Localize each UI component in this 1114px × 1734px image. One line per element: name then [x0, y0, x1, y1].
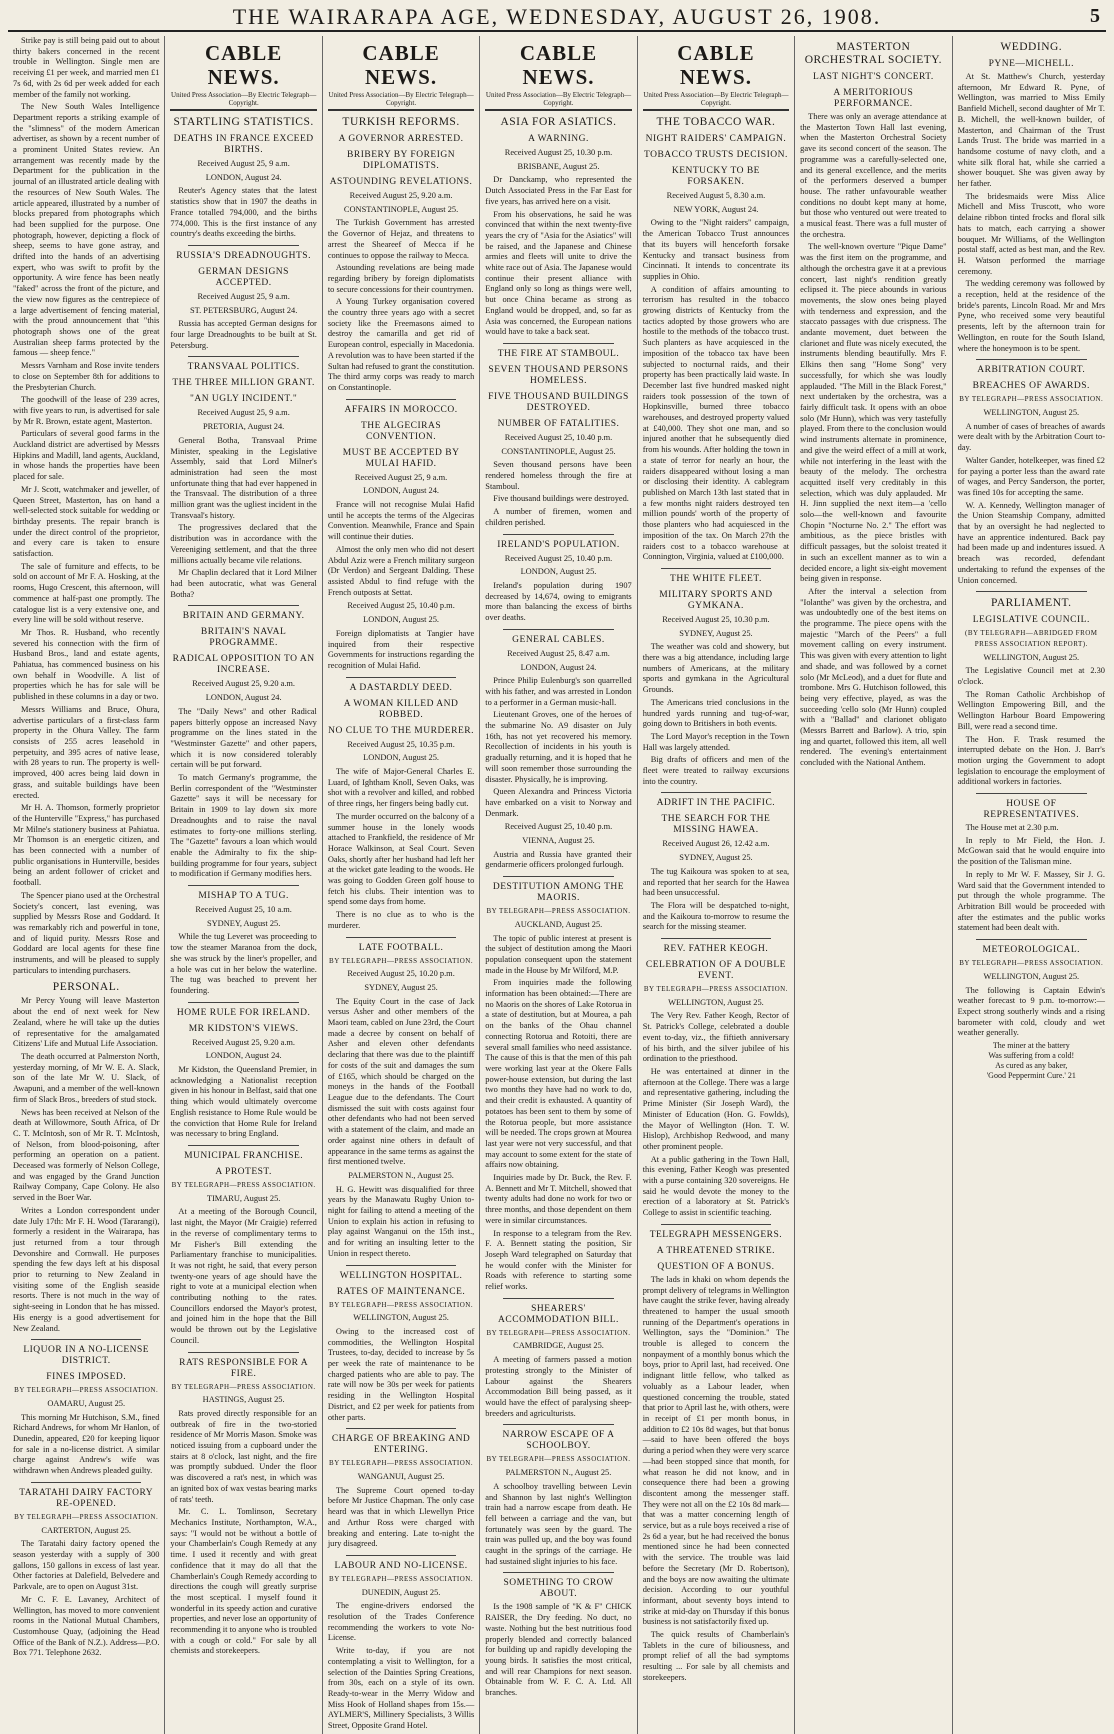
divider [188, 1352, 298, 1353]
divider [188, 356, 298, 357]
paragraph: A Young Turkey organisation covered the country three years ago with a secret society like the Freemasons aimed to destroy the camarilla and get rid of European control, especially in Macedonia. A revolution was to have been started if the Sultan had refused to grant the constitution. The third army corps was ready to march on Constantinople. [327, 297, 475, 392]
section-title-cable-news: CABLE NEWS. [677, 41, 755, 89]
subheadline: CELEBRATION OF A DOUBLE EVENT. [645, 960, 786, 982]
divider [170, 109, 316, 111]
paragraph: Five thousand buildings were destroyed. [493, 494, 629, 504]
section-subtitle: United Press Association—By Electric Telegraph—Copyright. [328, 91, 474, 107]
divider [643, 109, 789, 111]
headline: THE WHITE FLEET. [670, 573, 762, 584]
paragraph: Owing to the "Night raiders" campaign, the American Tobacco Trust announces that its buyers will henceforth forsake Kentucky and transact business from Cincinnati. It intends to concentrate its supplies in Ohio. [642, 218, 790, 281]
paragraph: Big drafts of officers and men of the fleet were treated to railway excursions into the country. [642, 755, 790, 786]
divider [346, 937, 456, 938]
divider [503, 343, 613, 344]
column-5 [638, 36, 795, 1734]
headline: PARLIAMENT. [990, 597, 1072, 610]
section-subtitle: United Press Association—By Electric Telegraph—Copyright. [485, 91, 632, 107]
subheadline: SEVEN THOUSAND PERSONS HOMELESS. [488, 364, 629, 386]
paragraph: Prince Philip Eulenburg's son quarrelled with his father, and was arrested in London to a performer in a German music-hall. [485, 676, 632, 707]
dateline: NEW YORK, August 24. [673, 204, 759, 214]
divider [661, 568, 771, 569]
paragraph: He was entertained at dinner in the afternoon at the College. There was a large and representative gathering, including the Prime Minister (Sir Joseph Ward), the Minister of Education (Hon. G. Fowlds), the Mayor of Wellington (Hon. T. W. Hislop), Archbishop Redwood, and many other prominent people. [642, 1067, 790, 1151]
masthead [8, 4, 1106, 32]
paragraph: Strike pay is still being paid out to about thirty bakers concerned in the recent trouble in Wellington. Single men are receiving £1 per week, and married men £1 7s 6d, with 2s 6d per week added for each member of the family not working. [13, 36, 160, 99]
headline: WELLINGTON HOSPITAL. [339, 1270, 463, 1281]
subheadline: GERMAN DESIGNS ACCEPTED. [198, 266, 289, 288]
paragraph: Astounding revelations are being made regarding bribery by foreign diplomatists to secure concessions for their countrymen. [327, 263, 475, 294]
divider [976, 591, 1087, 592]
advertisement: The quick results of Chamberlain's Tablets in the cure of biliousness, and prompt relief of all the bad symptoms resulting ... For sale by all chemists and storekeepers. [642, 1630, 790, 1682]
paragraph: There is no clue as to who is the murderer. [327, 910, 475, 930]
divider [188, 245, 298, 246]
subheadline: A MERITORIOUS PERFORMANCE. [833, 88, 914, 109]
subheadline: NO CLUE TO THE MURDERER. [328, 725, 474, 736]
received-line: Received August 5, 8.30 a.m. [666, 191, 766, 200]
headline: CHARGE OF BREAKING AND ENTERING. [331, 1434, 471, 1456]
paragraph: The bridesmaids were Miss Alice Michell and Miss Truscott, who wore delaine ribbon tinted frocks and floral silk hats to match, each carrying a shower bouquet. Mr Williams, of the Wellington postal staff, acted as best man, and the Rev. H. Watson performed the marriage ceremony. [957, 191, 1105, 276]
paragraph: At St. Matthew's Church, yesterday afternoon, Mr Edward R. Pyne, of Wellington, was married to Miss Emily Banfield Michell, second daughter of Mr T. B. Michell, the well-known builder, of Masterton, and Chairman of the Trust Lands Trust. The bride was married in a handsome costume of navy cloth, and a white silk floral hat, while she carried a shower bouquet. She was given away by her father. [957, 72, 1105, 189]
headline: MUNICIPAL FRANCHISE. [184, 1151, 304, 1161]
dateline: WELLINGTON, August 25. [983, 652, 1080, 662]
paragraph: The goodwill of the lease of 239 acres, with five years to run, is advertised for sale by Mr R. Brown, estate agent, Masterton. [13, 395, 160, 426]
subheadline: ASTOUNDING REVELATIONS. [329, 177, 473, 187]
divider [346, 1265, 456, 1266]
dateline: SYDNEY, August 25. [364, 982, 438, 992]
dateline: LONDON, August 24. [520, 662, 597, 672]
paragraph: To match Germany's programme, the Berlin correspondent of the "Westminster Gazette" says it will be necessary for Britain in 1909 to lay down six more Dreadnoughts and to raise the naval estimates to forty-one millions sterling. The "Gazette" favours a loan which would enable the Admiralty to fix the ship-building programme for four years, subject to modification if Germany modifies hers. [170, 773, 317, 879]
headline: BRITAIN AND GERMANY. [182, 611, 305, 622]
paragraph: General Botha, Transvaal Prime Minister, speaking in the Legislative Assembly, said that Lord Milner's administration had seen the most unfortunate thing that had ever happened in the Transvaal. The distribution of a three million grant was the ugliest incident in the Transvaal's history. [170, 435, 317, 520]
paragraph: This morning Mr Hutchison, S.M., fined Richard Andrews, for whom Mr Hanlon, of Dunedin, appeared, £20 for keeping liquor for sale in a no-license district. A similar charge against Andrew's wife was withdrawn when Andrews pleaded guilty. [13, 1412, 160, 1476]
dateline: LONDON, August 25. [363, 615, 439, 625]
dateline: LONDON, August 24. [363, 486, 439, 496]
received-line: Received August 25, 9.20 a.m. [192, 1037, 296, 1047]
paragraph: Messrs Varnham and Rose invite tenders to close on September 8th for additions to the Presbyterian Church. [13, 361, 160, 392]
paragraph: Mr H. A. Thomson, formerly proprietor of the Hunterville "Express," has purchased Mr Milne's stationery business at Pahiatua. Mr Thomson is an energetic citizen, and has been connected with a number of public organisations in Hunterville, besides being an ardent follower of cricket and football. [13, 803, 160, 888]
paragraph: The Americans tried conclusions in the hundred yards running and tug-of-war, going down to Britishers in both events. [642, 697, 790, 729]
dateline: HASTINGS, August 25. [202, 1395, 285, 1405]
subheadline: NIGHT RAIDERS' CAMPAIGN. [645, 134, 787, 144]
subheadline: A WARNING. [528, 134, 589, 144]
paragraph: Mr Chaplin declared that it Lord Milner had been autocratic, what was General Botha? [170, 568, 317, 599]
paragraph: Mr Kidston, the Queensland Premier, in acknowledging a Nationalist reception given in his honour in Belfast, said that one thing which would ultimately overcome English resistance to Home Rule would be the conviction that Home Rule for Ireland was necessary to bring England. [170, 1065, 317, 1139]
dateline: TIMARU, August 25. [206, 1193, 281, 1203]
byline: BY TELEGRAPH—PRESS ASSOCIATION. [486, 1455, 631, 1464]
paragraph: A number of cases of breaches of awards were dealt with by the Arbitration Court to-day. [957, 421, 1105, 453]
subheadline: A THREATENED STRIKE. [656, 1245, 776, 1256]
dateline: WELLINGTON, August 25. [668, 997, 764, 1007]
dateline: WANGANUI, August 25. [357, 1471, 445, 1481]
paragraph: Inquiries made by Dr. Buck, the Rev. F. A. Bennett and Mr T. Mitchell, showed that twenty adults had done no work for two or three months, and those dependent on them were in similar circumstances. [485, 1173, 632, 1225]
received-line: Received August 25, 10.40 p.m. [504, 822, 613, 832]
headline: MISHAP TO A TUG. [198, 891, 289, 902]
subheadline: QUESTION OF A BONUS. [657, 1261, 775, 1272]
paragraph: While the tug Leveret was proceeding to tow the steamer Maranoa from the dock, she was struck by the liner's propeller, and a hole was cut in her below the waterline. The tug was beached to prevent her foundering. [170, 932, 317, 995]
byline: BY TELEGRAPH—PRESS ASSOCIATION. [329, 1459, 474, 1468]
subheadline: "AN UGLY INCIDENT." [189, 394, 298, 405]
subheadline: MUST BE ACCEPTED BY MULAI HAFID. [342, 447, 460, 469]
received-line: Received August 25, 9 a.m. [354, 472, 448, 482]
paragraph: News has been received at Nelson of the death at Willowmore, South Africa, of Dr C. T. McIntosh, son of Mr R. T. McIntosh, of Nelson, from blood-poisoning, after performing an operation on a patient. Deceased was formerly of Nelson College, and was engaged by the Grand Junction Railway Company, Cape Colony. He also served in the Boer War. [13, 1107, 160, 1203]
paragraph: The Supreme Court opened to-day before Mr Justice Chapman. The only case heard was that in which Llewellyn Price and Arthur Ross were charged with breaking and entering. Late to-night the jury disagreed. [327, 1485, 475, 1549]
paragraph: At a meeting of the Borough Council, last night, the Mayor (Mr Craigie) referred in the reverse of complimentary terms to Mr Fisher's Bill extending the Parliamentary franchise to municipalities. It was not right, he said, that every person twenty-one years of age should have the right to vote at a municipal election when contributing nothing to the rates. Councillors endorsed the Mayor's protest, and joined him in the hope that the Bill would be thrown out by the Legislative Council. [170, 1207, 317, 1345]
divider [503, 1572, 613, 1573]
dateline: PALMERSTON N., August 25. [348, 1170, 454, 1180]
paragraph: H. G. Hewitt was disqualified for three years by the Manawatu Rugby Union to-night for failing to attend a meeting of the Union to explain his action in refusing to play against Wanganui on the 15th inst., and for writing an insulting letter to the Union in respect thereto. [327, 1184, 475, 1258]
column-2 [165, 36, 322, 1734]
headline: AFFAIRS IN MOROCCO. [344, 404, 458, 415]
subheadline: A WOMAN KILLED AND ROBBED. [343, 698, 459, 720]
subheadline: FIVE THOUSAND BUILDINGS DESTROYED. [488, 391, 629, 413]
dateline: ST. PETERSBURG, August 24. [189, 305, 298, 315]
divider [188, 605, 298, 606]
subheadline: DEATHS IN FRANCE EXCEED BIRTHS. [173, 134, 314, 155]
paragraph: Messrs Williams and Bruce, Ohura, advertise particulars of a first-class farm property in the Ohura Valley. The farm consists of 255 acres leasehold in perpetuity, and 395 acres of native lease, with 28 years to run. The property is well-improved, 400 acres being laid down in grass, and suitable buildings have been erected. [13, 704, 160, 800]
newspaper-title: THE WAIRARAPA AGE, WEDNESDAY, AUGUST 26, 1908. [232, 4, 882, 29]
subheadline: TOBACCO TRUSTS DECISION. [643, 150, 788, 160]
verse-line: As cured as any baker, [995, 1061, 1068, 1071]
headline: LABOUR AND NO-LICENSE. [334, 1560, 468, 1571]
newspaper-columns [8, 36, 1110, 1731]
divider [31, 1482, 141, 1483]
byline: BY TELEGRAPH—PRESS ASSOCIATION. [643, 985, 788, 994]
verse-line: The miner at the battery [992, 1041, 1070, 1051]
paragraph: At a public gathering in the Town Hall, this evening, Father Keogh was presented with a purse containing 320 sovereigns. He said he would devote the money to the erection of a laboratory at St. Patrick's College to assist in scientific teaching. [642, 1154, 790, 1218]
received-line: Received August 25, 10.30 p.m. [504, 148, 613, 157]
dateline: SYDNEY, August 25. [206, 918, 281, 928]
headline: ASIA FOR ASIATICS. [500, 116, 617, 128]
column-1 [8, 36, 165, 1734]
paragraph: The House met at 2.30 p.m. [965, 823, 1059, 833]
byline: BY TELEGRAPH—PRESS ASSOCIATION. [171, 1181, 316, 1189]
paragraph: The Equity Court in the case of Jack versus Asher and other members of the Maori team, cabled on June 23rd, the Court made a decree by consent on behalf of Asher and eleven other defendants declaring that there was due to the plaintiff for costs of the suit and damages the sum of £165, which should be charged on the moneys in the hands of the Football League due to the defendants. The Court dismissed the suit with costs against four other defendants who had not been served with a statement of the claim, and made an order against nine others in default of appearance in the same terms as against the first mentioned twelve. [327, 996, 475, 1167]
paragraph: Writes a London correspondent under date July 17th: Mr F. H. Wood (Tararangi), formerly a resident in the Wairarapa, has just returned from a tour through Devonshire and Cornwall. He purposes spending the few days left at his disposal prior to returning to New Zealand in visiting some of the English seaside resorts. There is not much in the way of sight-seeing in London that he has missed. His energy is a good advertisement for New Zealand. [13, 1205, 160, 1333]
divider [661, 938, 771, 939]
subheadline: THE THREE MILLION GRANT. [172, 378, 315, 389]
byline: BY TELEGRAPH—PRESS ASSOCIATION. [171, 1382, 316, 1391]
dateline: AUCKLAND, August 25. [514, 919, 603, 929]
subheadline: KENTUCKY TO BE FORSAKEN. [671, 166, 760, 187]
dateline: DUNEDIN, August 25. [361, 1587, 441, 1597]
paragraph: The death occurred at Palmerston North, yesterday morning, of Mr W. E. A. Slack, son of the late Mr W. U. Slack, of Awapuni, and a member of the well-known firm of Slack Bros., breeders of stud stock. [13, 1051, 160, 1104]
divider [188, 1002, 298, 1003]
divider [503, 876, 613, 877]
paragraph: The sale of furniture and effects, to be sold on account of Mr F. A. Hosking, at the rooms, Hugo Crescent, this afternoon, will commence at half-past one promptly. The catalogue list is a very extensive one, and every line will be sold without reserve. [13, 561, 160, 625]
headline-dairy: TARATAHI DAIRY FACTORY RE-OPENED. [19, 1487, 154, 1509]
paragraph: The Lord Mayor's reception in the Town Hall was largely attended. [642, 731, 790, 752]
paragraph: The engine-drivers endorsed the resolution of the Trades Conference recommending the workers to vote No-License. [327, 1601, 475, 1643]
received-line: Received August 25, 9 a.m. [197, 291, 290, 301]
paragraph: Seven thousand persons have been rendered homeless through the fire at Stamboul. [485, 460, 632, 491]
paragraph: Russia has accepted German designs for four large Dreadnoughts to be built at St. Petersburg. [170, 319, 317, 350]
paragraph: The weather was cold and showery, but there was a big attendance, including large numbers of Americans, at the military sports and gymkana in the Agricultural Grounds. [642, 642, 790, 695]
headline: HOME RULE FOR IRELAND. [176, 1007, 311, 1018]
received-line: Received August 25, 10.30 p.m. [662, 614, 770, 624]
dateline: WELLINGTON, August 25. [983, 971, 1080, 981]
paragraph: A condition of affairs amounting to terrorism has resulted in the tobacco growing districts of Kentucky from the tactics adopted by those growers who are hostile to the methods of the tobacco trust. Such planters as have acquiesced in the imposition of the tobacco tax have been subjected to nocturnal raids, and their property has been practically laid waste. In December last five hundred masked night raiders took possession of the town of Hopkinsville, burned three tobacco warehouses, and destroyed property valued at £40,000. They shot one man, and so injured another that he subsequently died from his wounds. After holding the town in a state of terror for nearly an hour, the raiders disappeared without losing a man or disclosing their identity. A cablegram published on March 13th last stated that in a few months night raiders destroyed ten million pounds' worth of the property of those planters who had acquiesced in the imposition of the tax. On March 27th the raiders cost to a tobacco warehouse at Connington, Virginia, valued at £100,000. [642, 284, 790, 562]
dateline: WELLINGTON, August 25. [983, 407, 1080, 417]
subheadline: NUMBER OF FATALITIES. [497, 418, 620, 429]
paragraph: The progressives declared that the distribution was in accordance with the Vereeniging settlement, and that the three millions actually became vile relations. [170, 523, 317, 565]
dateline: SYDNEY, August 25. [679, 853, 753, 863]
subheadline: THE SEARCH FOR THE MISSING HAWEA. [661, 814, 771, 836]
paragraph: The following is Captain Edwin's weather forecast to 9 p.m. to-morrow:—Expect strong southerly winds and a rising barometer with cold, cloudy and wet weather generally. [957, 985, 1105, 1038]
dateline: LONDON, August 24. [205, 1051, 282, 1061]
paragraph: The wedding ceremony was followed by a reception, held at the residence of the bride's parents, Lincoln Road. Mr and Mrs Pyne, who received some very beautiful presents, left by the afternoon train for Wellington, en route for the South Island, where the honeymoon is to be spent. [957, 279, 1105, 353]
received-line: Received August 25, 10.40 p.m. [504, 432, 613, 442]
subheadline: LAST NIGHT'S CONCERT. [812, 72, 934, 82]
received-line: Received August 25, 9 a.m. [197, 159, 290, 168]
paragraph: Mr J. Scott, watchmaker and jeweller, of Queen Street, Masterton, has on hand a well-selected stock suitable for wedding or birthday presents. The repair branch is under the direct control of the proprietor, and every care is taken to ensure satisfaction. [13, 484, 160, 559]
subheadline: BRITAIN'S NAVAL PROGRAMME. [200, 627, 287, 649]
dateline: PRETORIA, August 24. [202, 422, 285, 432]
paragraph: After the interval a selection from "Iolanthe" was given by the orchestra, and was undoubtedly one of the best items on the programme. The piece opens with the majestic "March of the Peers" a full movement calling on every instrument. This was given with every attention to light and shade, and was followed by a cornet solo (Mr McLeod), and a duet for flute and trombone. Mrs G. Hutchison followed, this being very effective, played, as was the succeeding 'cello solo (Mr Hunn) coupled with a "Ballad" and clarionet obligato (Messrs Barrett and Barlow). A trio, spin ing and quartet, followed this item, all well rendered. The evening's entertainment concluded with the National Anthem. [800, 586, 947, 768]
byline: BY TELEGRAPH—PRESS ASSOCIATION. [959, 959, 1104, 968]
subheadline: RADICAL OPPOSITION TO AN INCREASE. [172, 654, 315, 676]
paragraph: Owing to the increased cost of commodities, the Wellington Hospital Trustees, to-day, decided to increase by 5s per week the rate of maintenance to be charged patients who are able to pay. The rate will now be 30s per week for patients residing in the Wellington Hospital District, and £2 per week for patients from other parts. [327, 1326, 475, 1422]
paragraph: A schoolboy travelling between Levin and Shannon by last night's Wellington train had a narrow escape from death. He fell between a carriage and the van, but fortunately was seen by the guard. The train was pulled up, and the boy was found caught in the springs of the carriage. He had sustained slight injuries to his face. [485, 1481, 632, 1566]
dateline: LONDON, August 24. [205, 172, 282, 182]
column-6 [795, 36, 952, 1734]
paragraph: The murder occurred on the balcony of a summer house in the lonely woods attached to Frankfield, the residence of Mr Horace Walkinson, at Seal Court. Seven Oaks, shortly after her husband had left her at the wicket gate leading to the woods. He was going to Godden Green golf house to fetch his clubs. Their intention was to spend some days from home. [327, 811, 475, 907]
byline: (BY TELEGRAPH—ABRIDGED FROM PRESS ASSOCIATION REPORT). [965, 629, 1098, 648]
byline: BY TELEGRAPH—PRESS ASSOCIATION. [329, 956, 474, 965]
received-line: Received August 25, 8.47 a.m. [507, 648, 610, 658]
divider [346, 677, 456, 678]
divider [661, 792, 771, 793]
divider [976, 359, 1087, 360]
dateline: CAMBRIDGE, August 25. [513, 1341, 604, 1351]
byline: BY TELEGRAPH—PRESS ASSOCIATION. [329, 1300, 474, 1309]
advertisement: Mr C. F. E. Lavaney, Architect of Wellington, has moved to more convenient rooms in the National Mutual Chambers, Customhouse Quay, (adjoining the Head Office of the Bank of N.Z.). Address—P.O. Box 771. Telephone 2632. [13, 1594, 160, 1658]
divider [661, 1224, 771, 1225]
received-line: Received August 25, 9.20 a.m. [192, 679, 296, 689]
headline: REV. FATHER KEOGH. [663, 944, 769, 955]
verse-line: 'Good Peppermint Cure.' 21 [986, 1071, 1076, 1081]
divider [503, 1424, 613, 1425]
headline: SOMETHING TO CROW ABOUT. [503, 1578, 614, 1600]
byline: BY TELEGRAPH—PRESS ASSOCIATION. [329, 1574, 474, 1583]
verse-line: Was suffering from a cold! [988, 1051, 1075, 1061]
dateline: WELLINGTON, August 25. [353, 1313, 449, 1323]
received-line: Received August 25, 10.20 p.m. [347, 969, 455, 979]
byline: BY TELEGRAPH—PRESS ASSOCIATION. [14, 1386, 159, 1395]
column-3 [323, 36, 480, 1734]
paragraph: Queen Alexandra and Princess Victoria have embarked on a visit to Norway and Denmark. [485, 787, 632, 818]
subheadline: A GOVERNOR ARRESTED. [338, 134, 464, 144]
divider [485, 109, 631, 111]
dateline: LONDON, August 24. [205, 693, 282, 703]
headline: THE FIRE AT STAMBOUL. [497, 348, 620, 359]
byline: BY TELEGRAPH—PRESS ASSOCIATION. [959, 395, 1104, 404]
paragraph: Dr Danckamp, who represented the Dutch Associated Press in the Far East for five years, has arrived here on a visit. [485, 175, 632, 206]
advertisement: Mr. C. L. Tomlinson, Secretary Mechanics Institute, Northampton, W.A., says: "I would not be without a bottle of your Chamberlain's Cough Remedy at any time. I used it recently and with great confidence that it may do all that the Chamberlain's Cough Remedy according to directions the cough will greatly surprise the most sceptical. I myself found it wonderful in its speedy action and curative properties, and never lose an opportunity of recommending it to anyone who is troubled with a cough or cold." For sale by all chemists and storekeepers. [170, 1507, 317, 1656]
divider [976, 939, 1087, 940]
paragraph: The lads in khaki on whom depends the prompt delivery of telegrams in Wellington have caught the strike fever, having already threatened to hamper the usual smooth running of the Department's operations in Wellington, says the "Dominion." The trouble is alleged to concern the nonpayment of a monthly bonus which the boys, prior to April last, had received. One indignant little fellow, who talked as voluably as a Labour leader, when questioned concerning the trouble, stated that prior to April last he, with others, were in receipt of £1 per month bonus, in addition to £2 10s 8d wages, but that bonus—said to have been offered the boys during a period when they were very scarce—had been stopped since that month, for what reason he did not know, and in consequence there had been a growing discontent among the messenger staff. They were not all on the £2 10s 8d mark—that was a matter concerning length of service, but as a rule boys received a rise of 2s 6d a year, but he had received the bonus mentioned since he had been connected with the service. The trouble was laid before the Secretary (Mr D. Robertson), and the boys are now awaiting the ultimate decision. According to our youthful informant, about seventy boys intend to strike at mid-day on Thursday if this bonus business is not satisfactorily fixed up. [642, 1274, 790, 1627]
headline: HOUSE OF REPRESENTATIVES. [983, 799, 1080, 821]
paragraph: Particulars of several good farms in the Auckland district are advertised by Messrs Hipkins and Madill, land agents, Auckland, in whose hands the properties have been placed for sale. [13, 429, 160, 482]
received-line: Received August 25, 10.40 p.m. [347, 601, 455, 611]
subheadline: A PROTEST. [215, 1167, 272, 1177]
dateline: BRISBANE, August 25. [517, 161, 600, 171]
divider [346, 1428, 456, 1429]
headline: ARBITRATION COURT. [977, 365, 1086, 376]
section-subtitle: United Press Association—By Electric Telegraph—Copyright. [643, 91, 789, 107]
divider [503, 534, 613, 535]
paragraph: Reuter's Agency states that the latest statistics show that in 1907 the deaths in France totalled 794,000, and the births 774,000. This is the first instance of any country's deaths exceeding the births. [170, 186, 317, 239]
headline: STARTLING STATISTICS. [173, 116, 314, 128]
subheadline: MR KIDSTON'S VIEWS. [188, 1023, 299, 1034]
dateline: SYDNEY, August 25. [679, 628, 753, 638]
subheadline: MILITARY SPORTS AND GYMKANA. [659, 589, 773, 611]
subheadline: BRIBERY BY FOREIGN DIPLOMATISTS. [347, 150, 456, 171]
headline: WEDDING. [1000, 41, 1063, 53]
paragraph: The Very Rev. Father Keogh, Rector of St. Patrick's College, celebrated a double event to-day, viz., the fiftieth anniversary of his birth, and the silver jubilee of his ordination to the priesthood. [642, 1011, 790, 1064]
subheadline: FINES IMPOSED. [46, 1372, 127, 1383]
subheadline: PYNE—MICHELL. [988, 59, 1074, 69]
divider [31, 1339, 141, 1340]
divider [188, 1145, 298, 1146]
subheadline: LEGISLATIVE COUNCIL. [972, 615, 1090, 626]
paragraph: Mr Thos. R. Husband, who recently severed his connection with the firm of Husband Bros., land and estate agents, Pahiatua, has commenced business on his own behalf in Woodville. A list of properties which he has for sale will be published in these columns in a day or two. [13, 627, 160, 702]
section-title-cable-news: CABLE NEWS. [519, 41, 598, 89]
dateline: LONDON, August 25. [363, 753, 439, 763]
paragraph: A meeting of farmers passed a motion protesting strongly to the Minister of Labour against the Shearers Accommodation Bill being passed, as it would have the effect of paralysing sheep-breeders and agriculturists. [485, 1355, 632, 1418]
byline: BY TELEGRAPH—PRESS ASSOCIATION. [486, 1328, 631, 1337]
dateline: LONDON, August 25. [520, 567, 597, 577]
paragraph: The Roman Catholic Archbishop of Wellington Empowering Bill, and the Wellington Harbour Board Empowering Bill, were read a second time. [957, 689, 1105, 731]
advertisement: Write to-day, if you are not contemplating a visit to Wellington, for a selection of the Dainties Spring Creations, from 30s, each on a style of its own. Ready-to-wear in the Merry Widow and Miss Hook of Holland shapes from 15s.—AYLMER'S, Millinery Specialists, 3 Willis Street, Opposite Grand Hotel. [327, 1646, 475, 1731]
headline: MASTERTON ORCHESTRAL SOCIETY. [804, 41, 942, 66]
received-line: Received August 26, 12.42 a.m. [662, 839, 770, 849]
headline: GENERAL CABLES. [512, 634, 605, 645]
paragraph: Austria and Russia have granted their gendarmerie officers prolonged furlough. [485, 849, 632, 870]
subheadline: THE ALGECIRAS CONVENTION. [361, 420, 442, 442]
divider [328, 109, 474, 111]
dateline: PALMERSTON N., August 25. [505, 1468, 612, 1478]
dateline: CARTERTON, August 25. [41, 1525, 131, 1535]
column-4 [480, 36, 637, 1734]
paragraph: The Legislative Council met at 2.30 o'clock. [957, 666, 1105, 687]
paragraph: The tug Kaikoura was spoken to at sea, and reported that her search for the Hawea had been unsuccessful. [642, 866, 790, 898]
section-title-cable-news: CABLE NEWS. [362, 41, 440, 89]
dateline: OAMARU, August 25. [47, 1398, 126, 1408]
headline: DESTITUTION AMONG THE MAORIS. [492, 882, 625, 904]
byline: BY TELEGRAPH—PRESS ASSOCIATION. [486, 907, 631, 916]
paragraph: The topic of public interest at present is the subject of destitution among the Maori population consequent upon the statement made in the House by Mr Wilford, M.P. [485, 933, 632, 975]
paragraph: The wife of Major-General Charles E. Luard, of Ightham Knoll, Seven Oaks, was shot with a revolver and killed, and robbed of three rings, her fingers being badly cut. [327, 767, 475, 809]
paragraph: Almost the only men who did not desert Abdul Aziz were a French military surgeon (Dr Verdon) and Sergeant Dalding. These assisted Abdul to find refuge with the French outposts at Settat. [327, 544, 475, 597]
headline: THE TOBACCO WAR. [656, 116, 776, 128]
paragraph: The New South Wales Intelligence Department reports a striking example of the "slimness" of the modern American advertiser, as shown by a recent number of a prominent United States review. An arrangement was recently made by the Department for the publication in the journal of an illustrated article dealing with the resources of New South Wales. The article appeared, illustrated by a number of blocks prepared from photographs which had been supplied for the purpose. One photograph, however, depicting a flock of sheep, seems to have gone astray, and drifted into the hands of an advertising expert, who was swift to profit by the opportunity. A wire fence has been neatly "faked" across the front of the picture, and the view now figures as the centrepiece of a large advertisement of fencing material, with the proud announcement that "this photograph shows one of the great Australian sheep farms protected by the famous — sheep fence." [13, 102, 160, 358]
divider [346, 399, 456, 400]
headline: RATS RESPONSIBLE FOR A FIRE. [179, 1357, 309, 1379]
dateline: CONSTANTINOPLE, August 25. [343, 204, 459, 214]
paragraph: The "Daily News" and other Radical papers bitterly oppose an increased Navy programme on the lines stated in the "Westminster Gazette" and other papers, which it is now considered tolerably certain will be put forward. [170, 706, 317, 770]
headline-liquor: LIQUOR IN A NO-LICENSE DISTRICT. [23, 1345, 150, 1367]
headline: SHEARERS' ACCOMMODATION BILL. [498, 1303, 619, 1325]
divider [503, 1298, 613, 1299]
column-7 [953, 36, 1110, 1734]
paragraph: The Turkish Government has arrested the Governor of Hejaz, and threatens to arrest the Sheareef of Mecca if he continues to oppose the railway to Mecca. [327, 218, 475, 260]
headline: NARROW ESCAPE OF A SCHOOLBOY. [502, 1430, 615, 1452]
paragraph: Walter Gander, hotelkeeper, was fined £2 for paying a porter less than the award rate of wages, and Percy Sanderson, the porter, was fined 10s for accepting the same. [957, 455, 1105, 497]
subheadline: RATES OF MAINTENANCE. [336, 1286, 466, 1297]
paragraph: In response to a telegram from the Rev. F. A. Bennett stating the position, Sir Joseph Ward telegraphed on Saturday that he would confer with the Minister for Roads with reference to starting some relief works. [485, 1228, 632, 1292]
paragraph: In reply to Mr Field, the Hon. J. McGowan said that he would enquire into the position of the Talisman mine. [957, 835, 1105, 867]
headline: TRANSVAAL POLITICS. [187, 362, 300, 373]
page-number: 5 [1090, 5, 1100, 27]
headline: RUSSIA'S DREADNOUGHTS. [176, 250, 311, 261]
received-line: Received August 25, 9 a.m. [197, 408, 290, 418]
paragraph: Mr Percy Young will leave Masterton about the end of next week for New Zealand, where he will take up the duties of representative for the amalgamated Citizens' Life and Mutual Life Association. [13, 996, 160, 1049]
paragraph: The Flora will be despatched to-night, and the Kaikoura to-morrow to resume the search for the missing steamer. [642, 900, 790, 932]
paragraph: Lieutenant Groves, one of the heroes of the submarine No. A9 disaster on July 16th, has not yet recovered his memory. Recollection of incidents in his youth is gradually returning, and it is hoped that he will soon remember those surrounding the disaster. Physically, he is improving. [485, 710, 632, 784]
paragraph: A number of firemen, women and children perished. [485, 507, 632, 527]
paragraph: There was only an average attendance at the Masterton Town Hall last evening, when the Masterton Orchestral Society gave its second concert of the season. The programme was a carefully-selected one, and its general excellence, and the merits of the performers deserved a bumper house. The rather unfavourable weather conditions no doubt kept many at home, but those who ventured out were treated to a musical feast. There was a full muster of the orchestra. [800, 112, 947, 239]
paragraph: Foreign diplomatists at Tangier have inquired from their respective Governments for instructions regarding the recognition of Mulai Hafid. [327, 628, 475, 670]
paragraph: From his observations, he said he was convinced that within the next twenty-five years the cry of "Asia for the Asiatics" will be raised, and the Japanese and Chinese armies and fleets will unite to drive the white race out of Asia. The Japanese would continue their present alliance with England only so long as things were well, but once China became as strong as England would be dropped, and, so far as Asia was concerned, the European nations would have to take a back seat. [485, 209, 632, 337]
paragraph: The Taratahi dairy factory opened the season yesterday with a supply of 300 gallons, 150 gallons in excess of last year. Other factories at Dalefield, Belvedere and Parkvale, are to open on August 31st. [13, 1539, 160, 1592]
divider [503, 629, 613, 630]
divider [346, 1555, 456, 1556]
paragraph: Ireland's population during 1907 decreased by 14,674, owing to emigrants more than balancing the excess of births over deaths. [485, 580, 632, 623]
headline: LATE FOOTBALL. [358, 942, 444, 953]
section-title-cable-news: CABLE NEWS. [204, 41, 283, 89]
paragraph: The Spencer piano used at the Orchestral Society's concert, last evening, was supplied by Messrs Rose and Goddard. It was remarkably rich and powerful in tone, and of liquid purity. Messrs Rose and Goddard are local agents for these fine instruments, and will be pleased to supply particulars to intending purchasers. [13, 890, 160, 975]
paragraph: France will not recognise Mulai Hafid until he accepts the terms of the Algeciras Convention. Meanwhile, France and Spain will continue their duties. [327, 500, 475, 542]
headline: ADRIFT IN THE PACIFIC. [656, 798, 776, 809]
received-line: Received August 25, 10.40 p.m. [504, 553, 613, 563]
section-subtitle: United Press Association—By Electric Telegraph—Copyright. [171, 91, 317, 107]
received-line: Received August 25, 10.35 p.m. [347, 739, 455, 749]
received-line: Received August 25, 9.20 a.m. [349, 191, 453, 200]
headline-personal: PERSONAL. [52, 981, 120, 994]
paragraph: In reply to Mr W. F. Massey, Sir J. G. Ward said that the Government intended to put through the whole programme. The Arbitration Bill would be proceeded with after the estimates and the public works statement had been dealt with. [957, 869, 1105, 933]
headline: METEOROLOGICAL. [982, 945, 1081, 956]
received-line: Received August 25, 10 a.m. [195, 905, 292, 915]
byline: BY TELEGRAPH—PRESS ASSOCIATION. [14, 1512, 159, 1521]
advertisement: Is the 1908 sample of "K & F" CHICK RAISER, the Dry feeding. No duct, no waste. Nothing but the best nutritious food properly blended and correctly balanced for building up and rapidly developing the young birds. It satisfies the most critical, and will rear Champions for next season. Obtainable from W. F. C. A. Ltd. All branches. [485, 1602, 632, 1698]
paragraph: W. A. Kennedy, Wellington manager of the Union Steamship Company, admitted that by an oversight he had neglected to have an apprentice indentured. Back pay had been made up and indentures issued. A breach was recorded, defendant undertaking to refund the expenses of the Union concerned. [957, 500, 1105, 585]
headline: TELEGRAPH MESSENGERS. [649, 1229, 783, 1240]
paragraph: Rats proved directly responsible for an outbreak of fire in the two-storied residence of Mr Morris Mason. Smoke was noticed issuing from a cupboard under the stairs at 8 o'clock, last night, and the fire was promptly subdued. Under the floor was discovered a rat's nest, in which was an ignited box of wax vestas bearing marks of rats' teeth. [170, 1408, 317, 1504]
divider [188, 885, 298, 886]
dateline: CONSTANTINOPLE, August 25. [501, 446, 616, 456]
subheadline: BREACHES OF AWARDS. [972, 381, 1090, 392]
headline: IRELAND'S POPULATION. [497, 539, 620, 550]
dateline: VIENNA, August 25. [522, 836, 595, 846]
headline: TURKISH REFORMS. [342, 116, 460, 128]
divider [976, 793, 1087, 794]
paragraph: The well-known overture "Pique Dame" was the first item on the programme, and although the orchestra gave it at a previous concert, last night's rendition greatly eclipsed it. The piece abounds in various movements, the slow ones being played with tenderness and expression, and the staccato passages with due crispness. The andante movement, duet between the clarionet and flute was nicely executed, the instruments blending beautifully. Mrs F. Elkins then sang "Home Song" very successfully, for which she was loudly applauded. "The Mill in the Black Forest," next undertaken by the orchestra, was a fairly difficult task. It opens with an oboe solo (Mr Hunn), which was very tastefully played. From there to the conclusion would wind instruments alternate in prominence, and give the weird effect of a mill at work, while not interfering in the least with the beauty of the melody. The orchestra acquitted itself very creditably in this selection, which was duly applauded. Mr H. Jinn supplied the next item—a 'cello solo—the well-known and favourite Chopin "Nocturne No. 2." The effort was ambitious, as the piece bristles with difficult passages, but the soloist treated it in such an excellent manner as to win a decided encore, a light six-eight movement being given in response. [800, 242, 947, 584]
headline: A DASTARDLY DEED. [349, 682, 453, 693]
paragraph: The Hon. F. Trask resumed the interrupted debate on the Hon. J. Barr's motion urging the Government to adopt legislation to encourage the employment of additional workers in factories. [957, 734, 1105, 787]
verse-advertisement [958, 1041, 1105, 1081]
paragraph: From inquiries made the following information has been obtained:—There are no Maoris on the shores of Lake Rotorua in a state of destitution, but at Mourea, a pah on the banks of the Ohau channel connecting Rotorua and Rotoiti, there are several small families who need assistance. The cause of this is that the men of this pah were working last year at the Okere Falls power-house extension, but during the last two months they have had no work to do, and their credit is exhausted. A quantity of potatoes has been sent to them by some of the Rotorua people, but more assistance will be needed. The crops grown at Mourea last year were not very successful, and that may account to some extent for the state of affairs now obtaining. [485, 978, 632, 1170]
